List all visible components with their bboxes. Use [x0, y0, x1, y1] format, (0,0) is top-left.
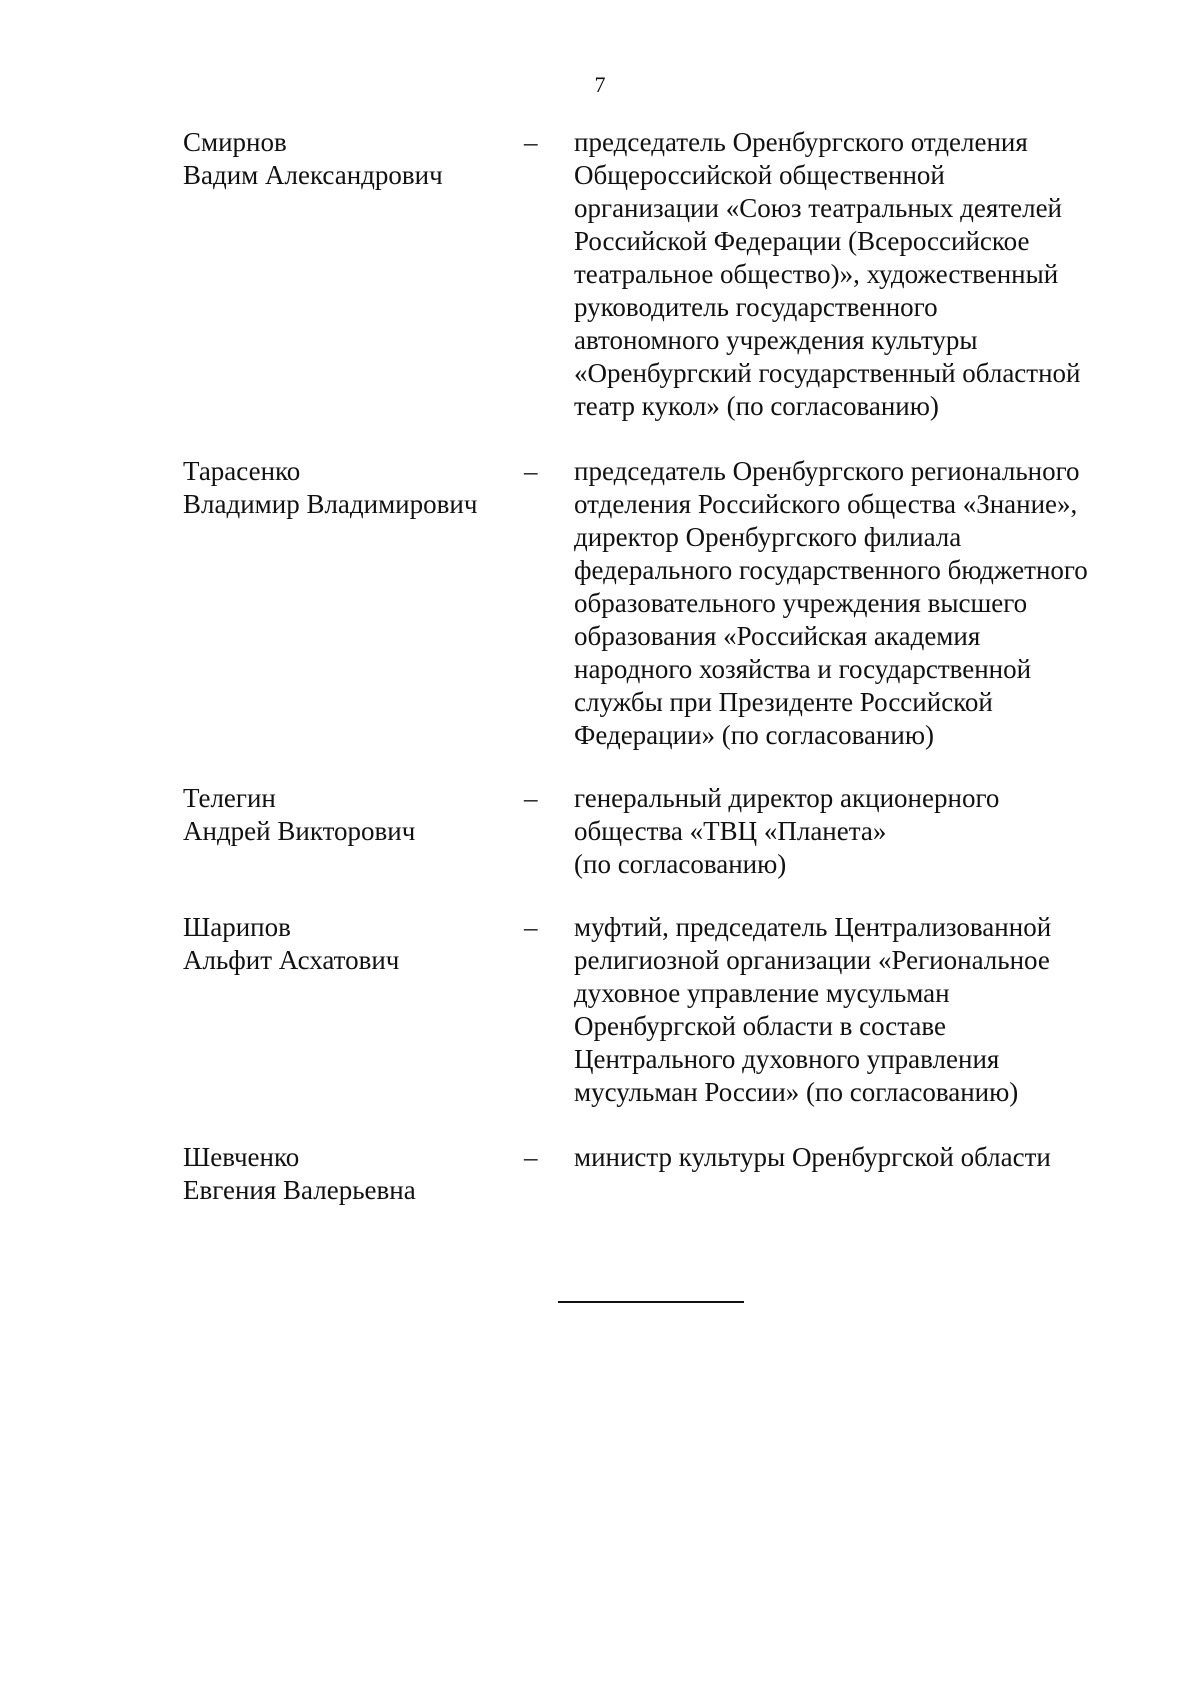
member-entry-tarasenko	[183, 455, 1143, 752]
position-line: «Оренбургский государственный областной	[574, 358, 1081, 388]
end-of-list-rule	[558, 1301, 744, 1303]
position-line: Центрального духовного управления	[574, 1044, 1000, 1074]
member-position	[574, 1141, 1134, 1174]
page-number: 7	[594, 72, 606, 97]
position-line: председатель Оренбургского отделения	[574, 127, 1028, 157]
member-given-names: Владимир Владимирович	[183, 489, 478, 519]
member-surname: Телегин	[183, 783, 276, 813]
dash-separator: –	[524, 1142, 538, 1172]
member-name	[183, 911, 523, 977]
member-entry-telegin	[183, 782, 1143, 881]
position-line: отделения Российского общества «Знание»,	[574, 489, 1078, 519]
position-line: народного хозяйства и государственной	[574, 654, 1032, 684]
member-list	[183, 126, 1143, 1207]
position-line: образования «Российская академия	[574, 621, 981, 651]
position-line: мусульман России» (по согласованию)	[574, 1077, 1019, 1107]
member-name	[183, 782, 523, 848]
position-line: директор Оренбургского филиала	[574, 522, 962, 552]
member-given-names: Альфит Асхатович	[183, 945, 400, 975]
position-line: руководитель государственного	[574, 292, 938, 322]
member-surname: Смирнов	[183, 127, 287, 157]
member-surname: Шевченко	[183, 1142, 300, 1172]
member-name	[183, 126, 523, 192]
position-line: (по согласованию)	[574, 849, 787, 879]
position-line: Оренбургской области в составе	[574, 1011, 946, 1041]
member-given-names: Вадим Александрович	[183, 160, 443, 190]
position-line: Федерации» (по согласованию)	[574, 720, 935, 750]
dash-separator: –	[524, 127, 538, 157]
member-entry-smirnov	[183, 126, 1143, 423]
member-given-names: Евгения Валерьевна	[183, 1175, 416, 1205]
dash-separator: –	[524, 912, 538, 942]
member-name	[183, 455, 523, 521]
position-line: председатель Оренбургского регионального	[574, 456, 1080, 486]
member-surname: Тарасенко	[183, 456, 301, 486]
member-surname: Шарипов	[183, 912, 291, 942]
position-line: образовательного учреждения высшего	[574, 588, 1028, 618]
position-line: общества «ТВЦ «Планета»	[574, 816, 887, 846]
position-line: службы при Президенте Российской	[574, 687, 993, 717]
member-position	[574, 782, 1134, 881]
position-line: организации «Союз театральных деятелей	[574, 193, 1063, 223]
position-line: автономного учреждения культуры	[574, 325, 978, 355]
member-position	[574, 126, 1134, 423]
member-name	[183, 1141, 523, 1207]
position-line: федерального государственного бюджетного	[574, 555, 1088, 585]
dash-separator: –	[524, 456, 538, 486]
member-entry-shevchenko	[183, 1141, 1143, 1207]
position-line: религиозной организации «Региональное	[574, 945, 1050, 975]
position-line: театральное общество)», художественный	[574, 259, 1059, 289]
position-line: театр кукол» (по согласованию)	[574, 391, 939, 421]
member-entry-sharipov	[183, 911, 1143, 1109]
member-given-names: Андрей Викторович	[183, 816, 416, 846]
position-line: муфтий, председатель Централизованной	[574, 912, 1052, 942]
position-line: духовное управление мусульман	[574, 978, 950, 1008]
position-line: Общероссийской общественной	[574, 160, 945, 190]
dash-separator: –	[524, 783, 538, 813]
position-line: министр культуры Оренбургской области	[574, 1142, 1051, 1172]
member-position	[574, 455, 1134, 752]
position-line: Российской Федерации (Всероссийское	[574, 226, 1030, 256]
position-line: генеральный директор акционерного	[574, 783, 1000, 813]
member-position	[574, 911, 1134, 1109]
